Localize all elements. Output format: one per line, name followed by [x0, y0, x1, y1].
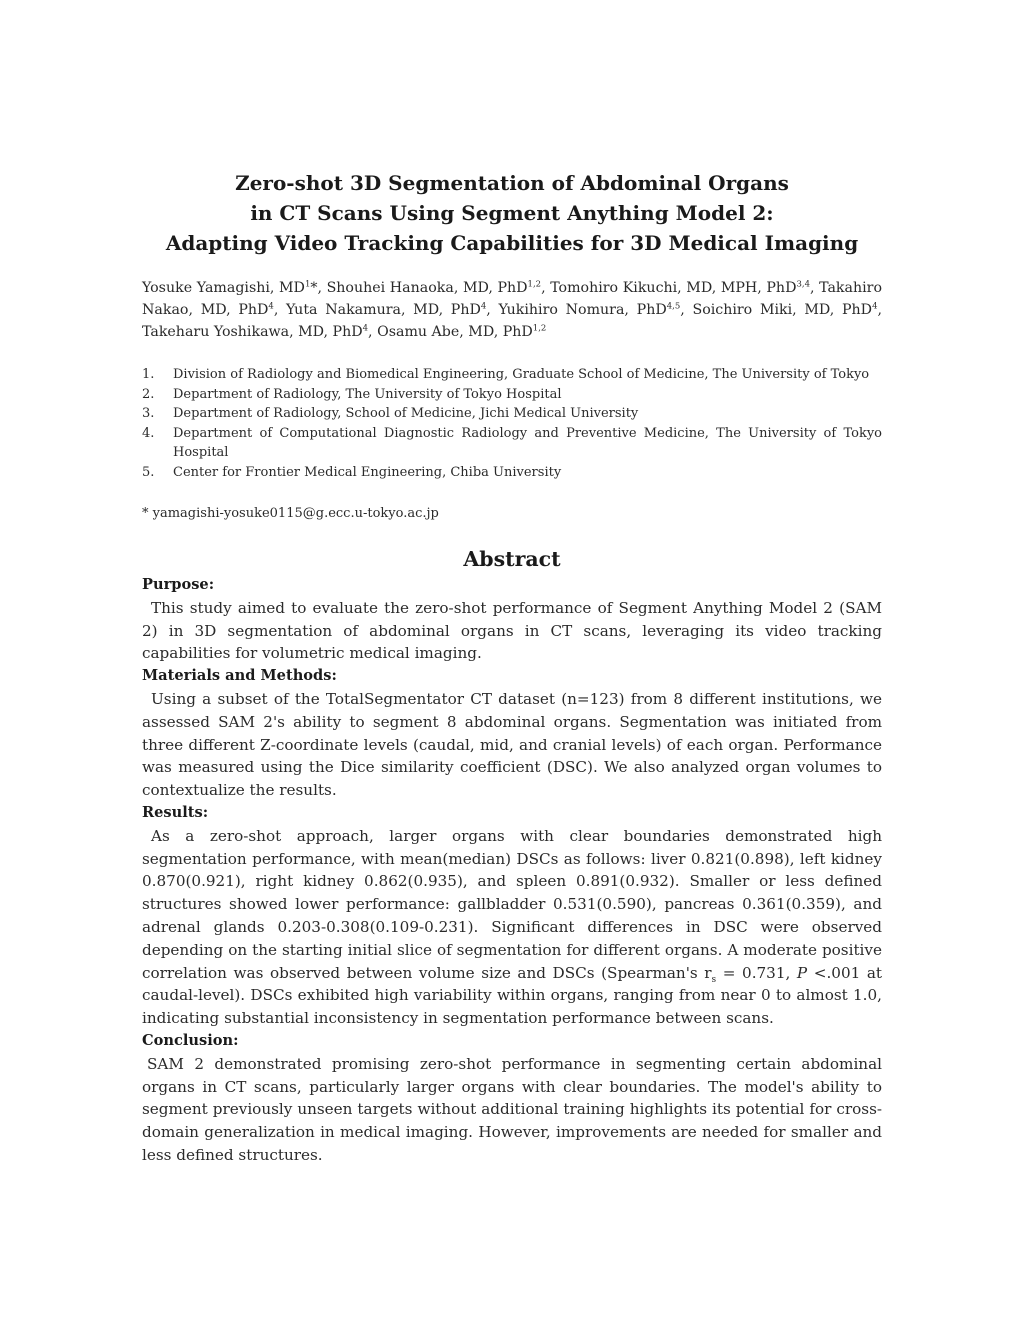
affiliation-item: 5. Center for Frontier Medical Engineering, Chiba University — [142, 464, 562, 480]
paper-title — [100, 168, 924, 258]
title-line-2: in CT Scans Using Segment Anything Model 2: — [250, 201, 774, 225]
results-text: As a zero-shot approach, larger organs with clear boundaries demonstrated high segmentation performance, with mean(median) DSCs as follows: liver 0.821(0.898), left kidney 0.870(0.921), right kidney 0.862(0.935), and spleen 0.891(0.932). Smaller or less defined structures showed lower performance: gallbladder 0.531(0.590), pancreas 0.361(0.359), and adrenal glands 0.203-0.308(0.109-0.231). Significant differences in DSC were observed depending on the starting initial slice of segmentation for different organs. A moderate positive correlation was observed between volume size and DSCs (Spearman's $r_s = 0.731$, P <.001 at caudal-level). DSCs exhibited high variability within organs, ranging from near 0 to almost 1.0, indicating substantial inconsistency in segmentation performance between scans. — [142, 826, 883, 1028]
author: Osamu Abe, MD, PhD$^{1,2}$ — [377, 323, 547, 340]
purpose-heading: Purpose: — [142, 576, 215, 593]
title-line-3: Adapting Video Tracking Capabilities for 3D Medical Imaging — [165, 231, 859, 255]
author: Yosuke Yamagishi, $MD^1*$, — [142, 279, 327, 296]
affiliation-item: 3. Department of Radiology, School of Medicine, Jichi Medical University — [142, 406, 639, 421]
conclusion-heading: Conclusion: — [142, 1031, 239, 1049]
affiliation-item: 2. Department of Radiology, The University of Tokyo Hospital — [142, 386, 562, 402]
affiliation-list — [142, 365, 882, 482]
author: Tomohiro Kikuchi, MD, MPH, PhD$^{3,4}$, — [550, 279, 820, 296]
title-line-1: Zero-shot 3D Segmentation of Abdominal Organs — [235, 171, 789, 195]
author: Shouhei Hanaoka, MD, PhD$^{1,2}$, — [326, 279, 551, 296]
author: Takeharu Yoshikawa, MD, PhD$^4$, — [142, 323, 378, 340]
purpose-text: This study aimed to evaluate the zero-shot performance of Segment Anything Model 2 (SAM 2) in 3D segmentation of abdominal organs in CT scans, leveraging its video tracking capabilities for volumetric medical imaging. — [142, 598, 882, 663]
author: Soichiro Miki, MD, PhD$^4$, — [692, 301, 882, 318]
author: Takahiro Nakao, MD, PhD$^4$, — [142, 280, 882, 318]
methods-heading: Materials and Methods: — [142, 667, 337, 685]
abstract-heading: Abstract — [463, 547, 561, 571]
author: Yuta Nakamura, MD, PhD$^4$, — [286, 301, 499, 318]
author: Yukihiro Nomura, PhD$^{4,5}$, — [498, 301, 693, 318]
results-heading: Results: — [142, 803, 209, 821]
abstract-body — [142, 574, 882, 1167]
affiliation-item: 1. Division of Radiology and Biomedical Engineering, Graduate School of Medicine, The University of Tokyo — [142, 367, 870, 382]
methods-text: Using a subset of the TotalSegmentator CT dataset (n=123) from 8 different institutions, we assessed SAM 2's ability to segment 8 abdominal organs. Segmentation was initiated from three different Z-coordinate levels (caudal, mid, and cranial levels) of each organ. Performance was measured using the Dice similarity coefficient (DSC). We also analyzed organ volumes to contextualize the results. — [142, 689, 882, 800]
conclusion-text: SAM 2 demonstrated promising zero-shot performance in segmenting certain abdominal organs in CT scans, particularly larger organs with clear boundaries. The model's ability to segment previously unseen targets without additional training highlights its potential for cross-domain generalization in medical imaging. However, improvements are needed for smaller and less defined structures. — [142, 1054, 882, 1164]
affiliation-item: 4. Department of Computational Diagnostic Radiology and Preventive Medicine, The University of Tokyo Hospital — [142, 425, 882, 460]
corresponding-email[interactable]: * yamagishi-yosuke0115@g.ecc.u-tokyo.ac.jp — [142, 506, 439, 521]
author-list — [142, 277, 882, 343]
